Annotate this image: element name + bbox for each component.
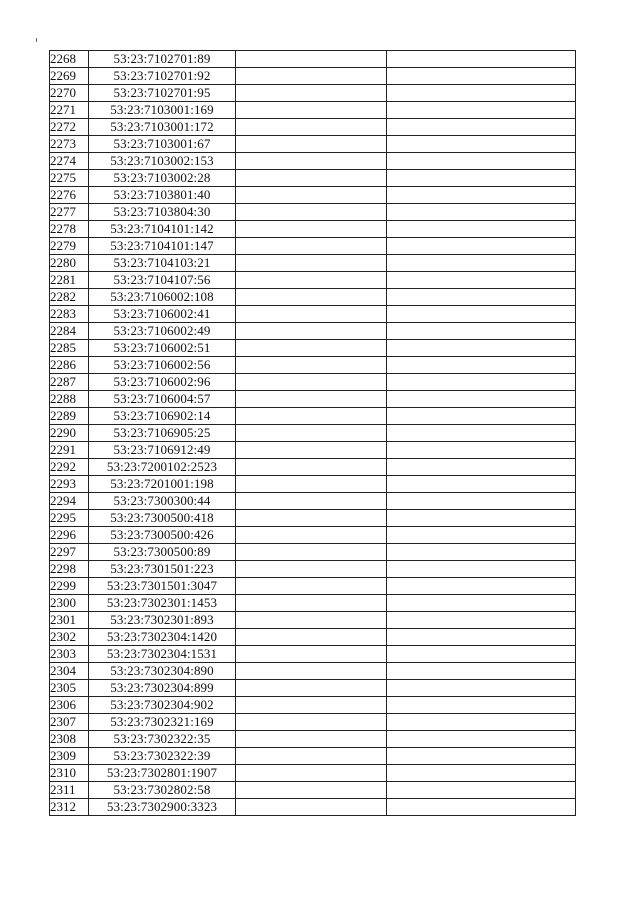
table-row xyxy=(50,527,576,544)
empty-cell xyxy=(387,425,576,442)
page-corner-mark xyxy=(36,38,37,42)
row-number-cell: 2283 xyxy=(50,306,89,323)
table-row xyxy=(50,340,576,357)
table-row xyxy=(50,646,576,663)
cadastral-number-cell: 53:23:7103001:67 xyxy=(89,136,236,153)
empty-cell xyxy=(387,119,576,136)
empty-cell xyxy=(387,493,576,510)
row-number-cell: 2298 xyxy=(50,561,89,578)
cadastral-number-cell: 53:23:7102701:92 xyxy=(89,68,236,85)
empty-cell xyxy=(236,255,387,272)
cadastral-number-cell: 53:23:7200102:2523 xyxy=(89,459,236,476)
empty-cell xyxy=(236,442,387,459)
empty-cell xyxy=(236,340,387,357)
empty-cell xyxy=(236,289,387,306)
row-number-cell: 2284 xyxy=(50,323,89,340)
empty-cell xyxy=(236,51,387,68)
empty-cell xyxy=(236,68,387,85)
cadastral-number-cell: 53:23:7301501:3047 xyxy=(89,578,236,595)
empty-cell xyxy=(236,374,387,391)
row-number-cell: 2269 xyxy=(50,68,89,85)
table-row xyxy=(50,799,576,816)
empty-cell xyxy=(236,799,387,816)
empty-cell xyxy=(387,765,576,782)
empty-cell xyxy=(236,408,387,425)
cadastral-number-cell: 53:23:7106002:56 xyxy=(89,357,236,374)
cadastral-number-cell: 53:23:7106002:96 xyxy=(89,374,236,391)
row-number-cell: 2295 xyxy=(50,510,89,527)
table-row xyxy=(50,289,576,306)
empty-cell xyxy=(387,595,576,612)
empty-cell xyxy=(236,476,387,493)
cadastral-number-cell: 53:23:7106002:108 xyxy=(89,289,236,306)
empty-cell xyxy=(236,425,387,442)
cadastral-number-cell: 53:23:7302304:1531 xyxy=(89,646,236,663)
table-row xyxy=(50,391,576,408)
empty-cell xyxy=(387,442,576,459)
row-number-cell: 2277 xyxy=(50,204,89,221)
row-number-cell: 2311 xyxy=(50,782,89,799)
cadastral-number-cell: 53:23:7300500:418 xyxy=(89,510,236,527)
row-number-cell: 2282 xyxy=(50,289,89,306)
table-row xyxy=(50,238,576,255)
row-number-cell: 2290 xyxy=(50,425,89,442)
cadastral-number-cell: 53:23:7302304:1420 xyxy=(89,629,236,646)
row-number-cell: 2303 xyxy=(50,646,89,663)
table-row xyxy=(50,187,576,204)
table-row xyxy=(50,714,576,731)
empty-cell xyxy=(236,646,387,663)
cadastral-number-cell: 53:23:7302301:893 xyxy=(89,612,236,629)
empty-cell xyxy=(387,187,576,204)
empty-cell xyxy=(387,799,576,816)
empty-cell xyxy=(236,357,387,374)
empty-cell xyxy=(236,204,387,221)
cadastral-number-cell: 53:23:7201001:198 xyxy=(89,476,236,493)
empty-cell xyxy=(387,646,576,663)
table-row xyxy=(50,578,576,595)
table-row xyxy=(50,731,576,748)
row-number-cell: 2292 xyxy=(50,459,89,476)
row-number-cell: 2300 xyxy=(50,595,89,612)
empty-cell xyxy=(387,782,576,799)
row-number-cell: 2268 xyxy=(50,51,89,68)
table-row xyxy=(50,102,576,119)
cadastral-number-cell: 53:23:7103001:169 xyxy=(89,102,236,119)
empty-cell xyxy=(387,85,576,102)
empty-cell xyxy=(236,187,387,204)
cadastral-number-cell: 53:23:7103002:153 xyxy=(89,153,236,170)
table-row xyxy=(50,306,576,323)
empty-cell xyxy=(236,136,387,153)
table-row xyxy=(50,323,576,340)
row-number-cell: 2287 xyxy=(50,374,89,391)
empty-cell xyxy=(236,561,387,578)
empty-cell xyxy=(387,255,576,272)
empty-cell xyxy=(236,680,387,697)
empty-cell xyxy=(236,731,387,748)
empty-cell xyxy=(236,578,387,595)
row-number-cell: 2307 xyxy=(50,714,89,731)
cadastral-number-cell: 53:23:7302322:35 xyxy=(89,731,236,748)
row-number-cell: 2302 xyxy=(50,629,89,646)
cadastral-number-cell: 53:23:7103001:172 xyxy=(89,119,236,136)
cadastral-number-cell: 53:23:7102701:89 xyxy=(89,51,236,68)
table-row xyxy=(50,425,576,442)
table-row xyxy=(50,153,576,170)
empty-cell xyxy=(387,136,576,153)
cadastral-number-cell: 53:23:7104101:147 xyxy=(89,238,236,255)
empty-cell xyxy=(236,527,387,544)
row-number-cell: 2278 xyxy=(50,221,89,238)
table-row xyxy=(50,663,576,680)
row-number-cell: 2274 xyxy=(50,153,89,170)
table-row xyxy=(50,136,576,153)
empty-cell xyxy=(236,170,387,187)
empty-cell xyxy=(387,374,576,391)
empty-cell xyxy=(236,782,387,799)
empty-cell xyxy=(387,578,576,595)
empty-cell xyxy=(236,544,387,561)
row-number-cell: 2299 xyxy=(50,578,89,595)
row-number-cell: 2271 xyxy=(50,102,89,119)
empty-cell xyxy=(387,629,576,646)
row-number-cell: 2304 xyxy=(50,663,89,680)
cadastral-number-cell: 53:23:7302304:890 xyxy=(89,663,236,680)
row-number-cell: 2291 xyxy=(50,442,89,459)
table-row xyxy=(50,595,576,612)
table-row xyxy=(50,612,576,629)
empty-cell xyxy=(387,289,576,306)
empty-cell xyxy=(236,748,387,765)
empty-cell xyxy=(236,663,387,680)
cadastral-number-cell: 53:23:7302900:3323 xyxy=(89,799,236,816)
empty-cell xyxy=(387,663,576,680)
cadastral-number-cell: 53:23:7104101:142 xyxy=(89,221,236,238)
row-number-cell: 2308 xyxy=(50,731,89,748)
table-row xyxy=(50,442,576,459)
table-row xyxy=(50,408,576,425)
table-row xyxy=(50,374,576,391)
table-row xyxy=(50,510,576,527)
empty-cell xyxy=(236,119,387,136)
table-row xyxy=(50,221,576,238)
cadastral-number-cell: 53:23:7106002:49 xyxy=(89,323,236,340)
table-row xyxy=(50,680,576,697)
row-number-cell: 2312 xyxy=(50,799,89,816)
cadastral-number-cell: 53:23:7302802:58 xyxy=(89,782,236,799)
empty-cell xyxy=(387,731,576,748)
cadastral-number-cell: 53:23:7106905:25 xyxy=(89,425,236,442)
cadastral-number-cell: 53:23:7300500:426 xyxy=(89,527,236,544)
empty-cell xyxy=(387,714,576,731)
table-row xyxy=(50,476,576,493)
table-row xyxy=(50,748,576,765)
row-number-cell: 2288 xyxy=(50,391,89,408)
row-number-cell: 2289 xyxy=(50,408,89,425)
empty-cell xyxy=(236,102,387,119)
empty-cell xyxy=(236,765,387,782)
empty-cell xyxy=(387,357,576,374)
row-number-cell: 2296 xyxy=(50,527,89,544)
cadastral-number-cell: 53:23:7106004:57 xyxy=(89,391,236,408)
empty-cell xyxy=(387,697,576,714)
empty-cell xyxy=(387,459,576,476)
empty-cell xyxy=(387,680,576,697)
row-number-cell: 2279 xyxy=(50,238,89,255)
empty-cell xyxy=(236,391,387,408)
table-row xyxy=(50,697,576,714)
cadastral-number-cell: 53:23:7106912:49 xyxy=(89,442,236,459)
empty-cell xyxy=(387,204,576,221)
empty-cell xyxy=(387,272,576,289)
cadastral-number-cell: 53:23:7104107:56 xyxy=(89,272,236,289)
table-row xyxy=(50,459,576,476)
table-row xyxy=(50,544,576,561)
row-number-cell: 2309 xyxy=(50,748,89,765)
cadastral-number-cell: 53:23:7103002:28 xyxy=(89,170,236,187)
row-number-cell: 2273 xyxy=(50,136,89,153)
table-row xyxy=(50,493,576,510)
cadastral-number-cell: 53:23:7302321:169 xyxy=(89,714,236,731)
empty-cell xyxy=(236,85,387,102)
cadastral-number-cell: 53:23:7300500:89 xyxy=(89,544,236,561)
row-number-cell: 2272 xyxy=(50,119,89,136)
row-number-cell: 2297 xyxy=(50,544,89,561)
empty-cell xyxy=(387,68,576,85)
empty-cell xyxy=(387,153,576,170)
cadastral-number-cell: 53:23:7300300:44 xyxy=(89,493,236,510)
empty-cell xyxy=(236,323,387,340)
empty-cell xyxy=(236,629,387,646)
cadastral-number-cell: 53:23:7106902:14 xyxy=(89,408,236,425)
empty-cell xyxy=(236,493,387,510)
cadastral-number-cell: 53:23:7302322:39 xyxy=(89,748,236,765)
row-number-cell: 2285 xyxy=(50,340,89,357)
row-number-cell: 2270 xyxy=(50,85,89,102)
row-number-cell: 2276 xyxy=(50,187,89,204)
empty-cell xyxy=(387,221,576,238)
empty-cell xyxy=(236,238,387,255)
row-number-cell: 2301 xyxy=(50,612,89,629)
row-number-cell: 2293 xyxy=(50,476,89,493)
row-number-cell: 2275 xyxy=(50,170,89,187)
cadastral-number-cell: 53:23:7106002:51 xyxy=(89,340,236,357)
table-row xyxy=(50,629,576,646)
empty-cell xyxy=(387,391,576,408)
empty-cell xyxy=(236,612,387,629)
table-body xyxy=(50,51,576,816)
row-number-cell: 2310 xyxy=(50,765,89,782)
empty-cell xyxy=(387,612,576,629)
empty-cell xyxy=(236,595,387,612)
cadastral-number-cell: 53:23:7301501:223 xyxy=(89,561,236,578)
cadastral-number-cell: 53:23:7302304:899 xyxy=(89,680,236,697)
empty-cell xyxy=(387,102,576,119)
empty-cell xyxy=(387,340,576,357)
cadastral-number-cell: 53:23:7102701:95 xyxy=(89,85,236,102)
table-row xyxy=(50,357,576,374)
empty-cell xyxy=(387,748,576,765)
cadastral-table xyxy=(49,50,576,816)
cadastral-number-cell: 53:23:7103804:30 xyxy=(89,204,236,221)
empty-cell xyxy=(387,527,576,544)
empty-cell xyxy=(236,714,387,731)
empty-cell xyxy=(236,306,387,323)
empty-cell xyxy=(387,510,576,527)
empty-cell xyxy=(387,51,576,68)
table-row xyxy=(50,272,576,289)
table-row xyxy=(50,119,576,136)
cadastral-number-cell: 53:23:7104103:21 xyxy=(89,255,236,272)
empty-cell xyxy=(236,510,387,527)
empty-cell xyxy=(387,238,576,255)
cadastral-number-cell: 53:23:7302304:902 xyxy=(89,697,236,714)
cadastral-number-cell: 53:23:7302801:1907 xyxy=(89,765,236,782)
empty-cell xyxy=(387,170,576,187)
row-number-cell: 2305 xyxy=(50,680,89,697)
row-number-cell: 2294 xyxy=(50,493,89,510)
empty-cell xyxy=(236,697,387,714)
cadastral-number-cell: 53:23:7106002:41 xyxy=(89,306,236,323)
empty-cell xyxy=(236,221,387,238)
table-row xyxy=(50,765,576,782)
table-row xyxy=(50,782,576,799)
empty-cell xyxy=(387,476,576,493)
row-number-cell: 2306 xyxy=(50,697,89,714)
cadastral-number-cell: 53:23:7103801:40 xyxy=(89,187,236,204)
empty-cell xyxy=(387,408,576,425)
row-number-cell: 2280 xyxy=(50,255,89,272)
table-row xyxy=(50,85,576,102)
empty-cell xyxy=(387,561,576,578)
empty-cell xyxy=(236,153,387,170)
empty-cell xyxy=(387,544,576,561)
table-row xyxy=(50,170,576,187)
empty-cell xyxy=(236,459,387,476)
table-row xyxy=(50,68,576,85)
empty-cell xyxy=(387,306,576,323)
row-number-cell: 2286 xyxy=(50,357,89,374)
row-number-cell: 2281 xyxy=(50,272,89,289)
table-row xyxy=(50,255,576,272)
table-row xyxy=(50,561,576,578)
empty-cell xyxy=(387,323,576,340)
table-row xyxy=(50,204,576,221)
table-row xyxy=(50,51,576,68)
cadastral-number-cell: 53:23:7302301:1453 xyxy=(89,595,236,612)
empty-cell xyxy=(236,272,387,289)
